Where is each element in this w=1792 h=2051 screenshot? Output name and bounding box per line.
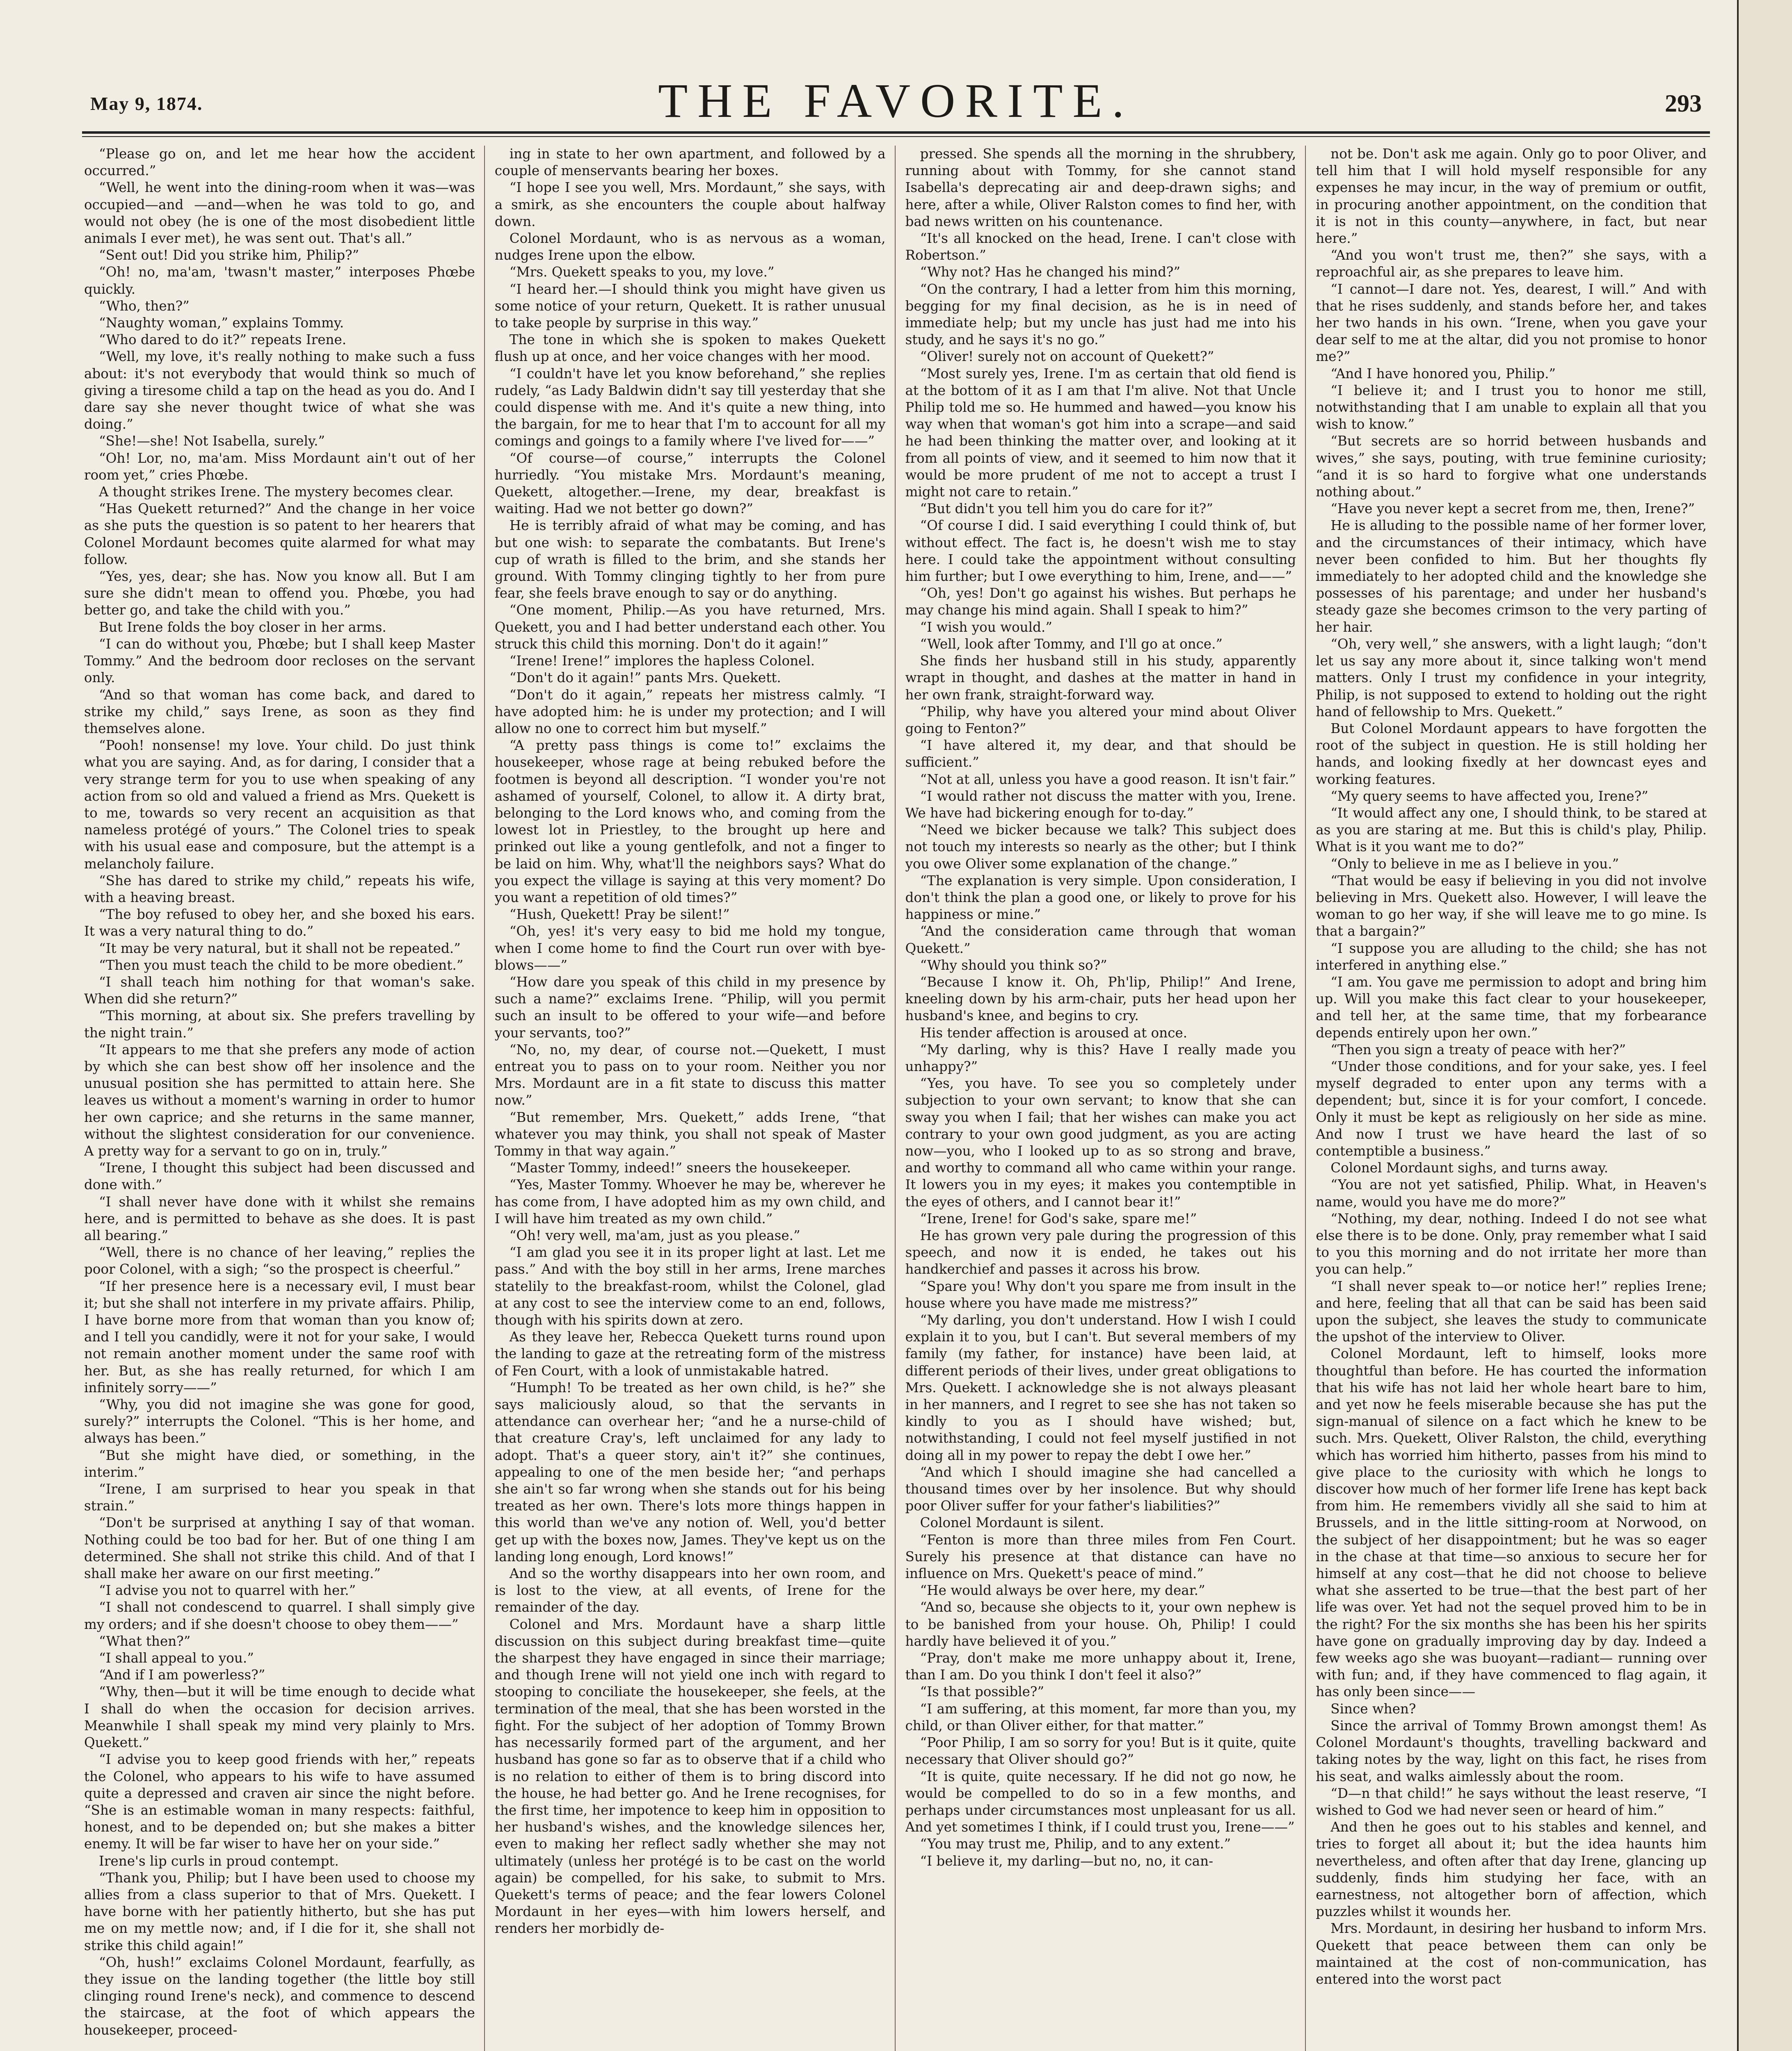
paragraph: “He would always be over here, my dear.” (920, 1583, 1205, 1599)
paragraph: But Colonel Mordaunt appears to have forgotten the root of the subject in question. He is still holding her hands, and looking fixedly at her downcast eyes and working features. (1316, 720, 1707, 787)
paragraph: “And so that woman has come back, and dared to strike my child,” says Irene, as soon as they find themselves alone. (84, 687, 475, 736)
paragraph: “Mrs. Quekett speaks to you, my love.” (509, 264, 775, 280)
paragraph: As they leave her, Rebecca Quekett turns round upon the landing to gaze at the retreating form of the mistress of Fen Court, with a look of unmistakable hatred. (494, 1329, 886, 1379)
paragraph: “Don't do it again!” pants Mrs. Quekett. (509, 670, 781, 686)
paragraph: “Why should you think so?” (920, 957, 1107, 973)
paragraph: “Pray, don't make me more unhappy about it, Irene, than I am. Do you think I don't feel it also?” (905, 1650, 1296, 1683)
paragraph: “Has Quekett returned?” And the change in her voice as she puts the question is so patent to her hearers that Colonel Mordaunt becomes quite alarmed for what may follow. (84, 501, 475, 567)
paragraph: “Oh! Lor, no, ma'am. Miss Mordaunt ain't out of her room yet,” cries Phœbe. (84, 450, 475, 483)
paragraph: “This morning, at about six. She prefers travelling by the night train.” (84, 1008, 475, 1041)
paragraph: “Irene, I thought this subject had been discussed and done with.” (84, 1160, 475, 1193)
paragraph: “I shall teach him nothing for that woman's sake. When did she return?” (84, 974, 475, 1007)
paragraph: “The boy refused to obey her, and she boxed his ears. It was a very natural thing to do.” (84, 907, 475, 939)
paragraph: “I hope I see you well, Mrs. Mordaunt,” she says, with a smirk, as she encounters the couple about halfway down. (494, 180, 886, 229)
paragraph: “Because I know it. Oh, Ph'lip, Philip!” And Irene, kneeling down by his arm-chair, puts her head upon her husband's knee, and begins to cry. (905, 974, 1296, 1024)
paragraph: “She has dared to strike my child,” repeats his wife, with a heaving breast. (84, 872, 475, 905)
paragraph: “Who, then?” (99, 298, 190, 314)
paragraph: And so the worthy disappears into her own room, and is lost to the view, at all events, of Irene for the remainder of the day. (494, 1566, 886, 1615)
paragraph: “How dare you speak of this child in my presence by such a name?” exclaims Irene. “Philip, will you permit such an insult to be offered to your wife—and before your servants, too?” (494, 974, 886, 1041)
column-4 (1316, 146, 1707, 2051)
paragraph: “Irene! Irene!” implores the hapless Colonel. (509, 653, 815, 669)
paragraph: “It may be very natural, but it shall not be repeated.” (99, 940, 461, 956)
paragraph: “Spare you! Why don't you spare me from insult in the house where you have made me mistress?” (905, 1278, 1296, 1311)
paragraph: not be. Don't ask me again. Only go to poor Oliver, and tell him that I will hold myself responsible for any expenses he may incur, in the way of premium or outfit, in procuring another appointment, on the condition that it is not in this county—anywhere, in fact, but near here.” (1316, 146, 1707, 247)
paragraph: “Humph! To be treated as her own child, is he?” she says maliciously aloud, so that the servants in attendance can overhear her; “and he a nurse-child of that creature Cray's, left unclaimed for any lady to adopt. That's a queer story, ain't it?” she continues, appealing to one of the men beside her; “and perhaps she ain't so far wrong when she stands out for his being treated as her own. There's lots more things happen in this world than we've any notion of. Well, you'd better get up with the boxes now, James. They've kept us on the landing long enough, Lord knows!” (494, 1380, 886, 1565)
paragraph: “Why not? Has he changed his mind?” (920, 264, 1181, 280)
paragraph: “Oh, yes! Don't go against his wishes. But perhaps he may change his mind again. Shall I speak to him?” (905, 585, 1296, 618)
paragraph: Colonel Mordaunt, who is as nervous as a woman, nudges Irene upon the elbow. (494, 231, 886, 263)
paragraph: ing in state to her own apartment, and followed by a couple of menservants bearing her boxes. (494, 146, 886, 179)
paragraph: “But didn't you tell him you do care for it?” (920, 501, 1213, 517)
paragraph: “But remember, Mrs. Quekett,” adds Irene, “that whatever you may think, you shall not speak of Master Tommy in that way again.” (494, 1109, 886, 1159)
paragraph: “Thank you, Philip; but I have been used to choose my allies from a class superior to that of Mrs. Quekett. I have borne with her patiently hitherto, but she has put me on my mettle now; and, if I die for it, she shall not strike this child again!” (84, 1870, 475, 1953)
paragraph: “Don't do it again,” repeats her mistress calmly. “I have adopted him: he is under my protection; and I will allow no one to correct him but myself.” (494, 687, 886, 736)
paragraph: Since when? (1330, 1701, 1416, 1717)
paragraph: “The explanation is very simple. Upon consideration, I don't think the plan a good one, or likely to prove for his happiness or mine.” (905, 872, 1296, 923)
paragraph: “You are not yet satisfied, Philip. What, in Heaven's name, would you have me do more?” (1316, 1177, 1707, 1210)
column-2 (495, 146, 896, 2051)
paragraph: “What then?” (99, 1633, 191, 1649)
paragraph: “I shall never have done with it whilst she remains here, and is permitted to behave as she does. It is past all bearing.” (84, 1194, 475, 1243)
paragraph: “And you won't trust me, then?” she says, with a reproachful air, as she prepares to leave him. (1316, 247, 1707, 280)
paragraph: “A pretty pass things is come to!” exclaims the housekeeper, whose rage at being rebuked before the footmen is beyond all description. “I wonder you're not ashamed of yourself, Colonel, to allow it. A dirty brat, belonging to the Lord knows who, and coming from the lowest lot in Priestley, to the brought up here and prinked out like a young gentlefolk, and not a finger to be laid on him. Why, what'll the neighbors says? What do you expect the village is saying at this very moment? Do you want a repetition of old times?” (494, 738, 886, 905)
paragraph: The tone in which she is spoken to makes Quekett flush up at once, and her voice changes with her mood. (494, 332, 886, 365)
paragraph: “I believe it, my darling—but no, no, it can- (920, 1853, 1214, 1869)
paragraph: “Irene, I am surprised to hear you speak in that strain.” (84, 1481, 475, 1514)
paragraph: Mrs. Mordaunt, in desiring her husband to inform Mrs. Quekett that peace between them can only be maintained at the cost of non-communication, has entered into the worst pact (1316, 1921, 1707, 1987)
paragraph: “Master Tommy, indeed!” sneers the housekeeper. (509, 1160, 851, 1176)
paragraph: “I have altered it, my dear, and that should be sufficient.” (905, 738, 1296, 770)
paragraph: Irene's lip curls in proud contempt. (99, 1853, 339, 1869)
paragraph: “Naughty woman,” explains Tommy. (99, 315, 344, 331)
paragraph: “I cannot—I dare not. Yes, dearest, I will.” And with that he rises suddenly, and stands before her, and takes her two hands in his own. “Irene, when you gave your dear self to me at the altar, did you not promise to honor me?” (1316, 281, 1707, 365)
page-number: 293 (1665, 90, 1702, 117)
article-columns (84, 146, 1707, 2051)
paragraph: “I couldn't have let you know beforehand,” she replies rudely, “as Lady Baldwin didn't say till yesterday that she could dispense with me. And it's quite a new thing, into the bargain, for me to hear that I'm to account for all my comings and goings to a family where I've lived for——” (494, 365, 886, 449)
paragraph: “Then you must teach the child to be more obedient.” (99, 957, 464, 973)
paragraph: “I am suffering, at this moment, far more than you, my child, or than Oliver either, for that matter.” (905, 1701, 1296, 1734)
paragraph: “I shall appeal to you.” (99, 1650, 254, 1666)
paragraph: He is terribly afraid of what may be coming, and has but one wish: to separate the combatants. But Irene's cup of wrath is filled to the brim, and she stands her ground. With Tommy clinging tightly to her from pure fear, she feels brave enough to say or do anything. (494, 518, 886, 601)
paragraph: Since the arrival of Tommy Brown amongst them! As Colonel Mordaunt's thoughts, travelling backward and taking notes by the way, light on this fact, he rises from his seat, and walks aimlessly about the room. (1316, 1718, 1707, 1784)
paragraph: “Nothing, my dear, nothing. Indeed I do not see what else there is to be done. Only, pray remember what I said to you this morning and do not irritate her more than you can help.” (1316, 1211, 1707, 1277)
paragraph: “Don't be surprised at anything I say of that woman. Nothing could be too bad for her. But of one thing I am determined. She shall not strike this child. And of that I shall make her aware on our first meeting.” (84, 1515, 475, 1582)
masthead (0, 0, 1792, 131)
binding-edge (1737, 0, 1792, 2051)
paragraph: “It is quite, quite necessary. If he did not go now, he would be compelled to do so in a few months, and perhaps under circumstances most unpleasant for us all. And yet sometimes I think, if I could trust you, Irene——” (905, 1768, 1296, 1835)
paragraph: “Oh! very well, ma'am, just as you please.” (509, 1228, 800, 1243)
paragraph: “Well, he went into the dining-room when it was—was occupied—and —and—when he was told to go, and would not obey (he is one of the most disobedient little animals I ever met), he was sent out. That's all.” (84, 180, 475, 247)
paragraph: “D—n that child!” he says without the least reserve, “I wished to God we had never seen or heard of him.” (1316, 1785, 1707, 1818)
column-1 (84, 146, 485, 2051)
paragraph: “Only to believe in me as I believe in you.” (1330, 856, 1619, 872)
paragraph: “One moment, Philip.—As you have returned, Mrs. Quekett, you and I had better understand each other. You struck this child this morning. Don't do it again!” (494, 602, 886, 652)
paragraph: “It appears to me that she prefers any mode of action by which she can best show off her insolence and the unusual position she has permitted to attain here. She leaves us without a moment's warning in order to humor her own caprice; and she returns in the same manner, without the slightest consideration for our convenience. A pretty way for a servant to go on in, truly.” (84, 1041, 475, 1159)
paragraph: “If her presence here is a necessary evil, I must bear it; but she shall not interfere in my private affairs. Philip, I have borne more from that woman than you know of; and I tell you candidly, were it not for your sake, I would not remain another moment under the same roof with her. But, as she has really returned, for which I am infinitely sorry——” (84, 1278, 475, 1396)
paragraph: “Not at all, unless you have a good reason. It isn't fair.” (920, 771, 1296, 787)
paragraph: “Poor Philip, I am so sorry for you! But is it quite, quite necessary that Oliver should go?” (905, 1735, 1296, 1768)
publication-title: THE FAVORITE. (658, 74, 1134, 128)
paragraph: “I would rather not discuss the matter with you, Irene. We have had bickering enough for to-day.” (905, 788, 1296, 821)
paragraph: “And the consideration came through that woman Quekett.” (905, 923, 1296, 956)
paragraph: A thought strikes Irene. The mystery becomes clear. (99, 484, 454, 500)
paragraph: “I shall not condescend to quarrel. I shall simply give my orders; and if she doesn't choose to obey them——” (84, 1599, 475, 1632)
paragraph: Colonel Mordaunt sighs, and turns away. (1330, 1160, 1608, 1176)
paragraph: “Sent out! Did you strike him, Philip?” (99, 247, 359, 263)
paragraph: “It's all knocked on the head, Irene. I can't close with Robertson.” (905, 231, 1296, 263)
paragraph: “Irene, Irene! for God's sake, spare me!” (920, 1211, 1197, 1226)
paragraph: “No, no, my dear, of course not.—Quekett, I must entreat you to pass on to your room. Neither you nor Mrs. Mordaunt are in a fit state to discuss this matter now.” (494, 1041, 886, 1108)
paragraph: Colonel Mordaunt, left to himself, looks more thoughtful than before. He has courted the information that his wife has not laid her whole heart bare to him, and yet now he feels miserable because she has put the sign-manual of silence on a fact which he knew to be such. Mrs. Quekett, Oliver Ralston, the child, everything which has worried him hitherto, passes from his mind to give place to the curiosity with which he longs to discover how much of her former life Irene has kept back from him. He remembers vividly all she said to him at Brussels, and in the little sitting-room at Norwood, on the subject of her disappointment; but he was so eager in the chase at that time—so anxious to secure her for himself at any cost—that he did not choose to believe what she asserted to be true—that the best part of her life was over. Yet had not the sequel proved him to be in the right? For the six months she has been his her spirits have gone on gradually improving day by day. Indeed a few weeks ago she was buoyant—radiant— running over with fun; and, if they have commenced to flag again, it has only been since—— (1316, 1346, 1707, 1700)
paragraph: He has grown very pale during the progression of this speech, and now it is ended, he takes out his handkerchief and passes it across his brow. (905, 1228, 1296, 1277)
column-3 (905, 146, 1306, 2051)
paragraph: “And so, because she objects to it, your own nephew is to be banished from your house. Oh, Philip! I could hardly have believed it of you.” (905, 1599, 1296, 1649)
paragraph: “It would affect any one, I should think, to be stared at as you are staring at me. But this is child's play, Philip. What is it you want me to do?” (1316, 805, 1707, 855)
paragraph: “Well, my love, it's really nothing to make such a fuss about: it's not everybody that would think so much of giving a tiresome child a tap on the head as you do. And I dare say she never thought twice of what she was doing.” (84, 349, 475, 432)
masthead-rule-thin (82, 136, 1710, 137)
paragraph: “Oh, hush!” exclaims Colonel Mordaunt, fearfully, as they issue on the landing together (the little boy still clinging round Irene's neck), and commence to descend the staircase, at the foot of which appears the housekeeper, proceed- (84, 1954, 475, 2038)
paragraph: “My darling, why is this? Have I really made you unhappy?” (905, 1041, 1296, 1074)
paragraph: “I believe it; and I trust you to honor me still, notwithstanding that I am unable to explain all that you wish to know.” (1316, 382, 1707, 432)
paragraph: “On the contrary, I had a letter from him this morning, begging for my final decision, as he is in need of immediate help; but my uncle has just had me into his study, and he says it's no go.” (905, 281, 1296, 348)
paragraph: “You may trust me, Philip, and to any extent.” (920, 1836, 1231, 1852)
masthead-rule (82, 131, 1710, 134)
paragraph: But Irene folds the boy closer in her arms. (99, 619, 386, 635)
paragraph: “Hush, Quekett! Pray be silent!” (509, 907, 730, 923)
paragraph: “I advise you to keep good friends with her,” repeats the Colonel, who appears to his wife to have assumed quite a depressed and craven air since the night before. “She is an estimable woman in many respects: faithful, honest, and to be depended on; but she makes a bitter enemy. It will be far wiser to have her on your side.” (84, 1752, 475, 1852)
paragraph: His tender affection is aroused at once. (920, 1025, 1188, 1041)
paragraph: “Have you never kept a secret from me, then, Irene?” (1330, 501, 1695, 517)
paragraph: “I wish you would.” (920, 619, 1052, 635)
paragraph: “Why, you did not imagine she was gone for good, surely?” interrupts the Colonel. “This is her home, and always has been.” (84, 1397, 475, 1446)
paragraph: “I can do without you, Phœbe; but I shall keep Master Tommy.” And the bedroom door recloses on the servant only. (84, 636, 475, 686)
paragraph: “Oh! no, ma'am, 'twasn't master,” interposes Phœbe quickly. (84, 264, 475, 297)
paragraph: “Is that possible?” (920, 1684, 1045, 1700)
paragraph: “Oliver! surely not on account of Quekett?” (920, 349, 1214, 365)
paragraph: “She!—she! Not Isabella, surely.” (99, 433, 325, 449)
paragraph: “I advise you not to quarrel with her.” (99, 1583, 356, 1599)
paragraph: “Yes, you have. To see you so completely under subjection to your own servant; to know that she can sway you when I fail; that her wishes can make you act contrary to your own good judgment, as you are acting now—you, who I looked up to as so strong and brave, and worthy to command all who came within your range. It lowers you in my eyes; it makes you contemptible in the eyes of others, and I cannot bear it!” (905, 1076, 1296, 1210)
paragraph: “I heard her.—I should think you might have given us some notice of your return, Quekett. It is rather unusual to take people by surprise in this way.” (494, 281, 886, 331)
paragraph: “Well, there is no chance of her leaving,” replies the poor Colonel, with a sigh; “so the prospect is cheerful.” (84, 1245, 475, 1277)
paragraph: “Fenton is more than three miles from Fen Court. Surely his presence at that distance can have no influence on Mrs. Quekett's peace of mind.” (905, 1532, 1296, 1582)
paragraph: “I suppose you are alluding to the child; she has not interfered in anything else.” (1316, 940, 1707, 973)
paragraph: “Philip, why have you altered your mind about Oliver going to Fenton?” (905, 703, 1296, 736)
paragraph: “I am glad you see it in its proper light at last. Let me pass.” And with the boy still in her arms, Irene marches statelily to the breakfast-room, whilst the Colonel, glad at any cost to see the interview come to an end, follows, though with his spirits down at zero. (494, 1245, 886, 1328)
paragraph: “And which I should imagine she had cancelled a thousand times over by her insolence. But why should poor Oliver suffer for your father's liabilities?” (905, 1464, 1296, 1514)
paragraph: “Then you sign a treaty of peace with her?” (1330, 1041, 1626, 1057)
paragraph: “My darling, you don't understand. How I wish I could explain it to you, but I can't. But several members of my family (my father, for instance) have been laid, at different periods of their lives, under great obligations to Mrs. Quekett. I acknowledge she is not always pleasant in her manners, and I regret to see she has not taken so kindly to you as I should have wished; but, notwithstanding, I could not feel myself justified in not doing all in my power to repay the debt I owe her.” (905, 1312, 1296, 1463)
paragraph: “Of course—of course,” interrupts the Colonel hurriedly. “You mistake Mrs. Mordaunt's meaning, Quekett, altogether.—Irene, my dear, breakfast is waiting. Had we not better go down?” (494, 450, 886, 517)
paragraph: And then he goes out to his stables and kennel, and tries to forget all about it; but the idea haunts him nevertheless, and often after that day Irene, glancing up suddenly, finds him studying her face, with an earnestness, not altogether born of affection, which puzzles whilst it wounds her. (1316, 1819, 1707, 1920)
paragraph: Colonel and Mrs. Mordaunt have a sharp little discussion on this subject during breakfast time—quite the sharpest they have engaged in since their marriage; and though Irene will not yield one inch with regard to stooping to conciliate the housekeeper, she feels, at the termination of the meal, that she has been worsted in the fight. For the subject of her adoption of Tommy Brown has necessarily formed part of the argument, and her husband has gone so far as to observe that if a child who is no relation to either of them is to bring discord into the house, he had better go. And he Irene recognises, for the first time, her impotence to keep him in opposition to her husband's wishes, and the knowledge silences her, even to making her reflect sadly whether she may not ultimately (unless her protégé is to be cast on the world again) be compelled, for his sake, to submit to Mrs. Quekett's terms of peace; and the fear lowers Colonel Mordaunt in her eyes—with him lowers herself, and renders her morbidly de- (494, 1616, 886, 1937)
paragraph: “Oh, very well,” she answers, with a light laugh; “don't let us say any more about it, since talking won't mend matters. Only I trust my confidence in your integrity, Philip, is not supposed to extend to holding out the right hand of fellowship to Mrs. Quekett.” (1316, 636, 1707, 719)
paragraph: “Why, then—but it will be time enough to decide what I shall do when the occasion for decision arrives. Meanwhile I shall speak my mind very plainly to Mrs. Quekett.” (84, 1684, 475, 1751)
paragraph: “Under those conditions, and for your sake, yes. I feel myself degraded to enter upon any terms with a dependent; but, since it is for your comfort, I concede. Only it must be kept as religiously on her side as mine. And now I trust we have heard the last of so contemptible a business.” (1316, 1058, 1707, 1159)
paragraph: “Most surely yes, Irene. I'm as certain that old fiend is at the bottom of it as I am that I'm alive. Not that Uncle Philip told me so. He hummed and hawed—you know his way when that woman's got him into a scrape—and said he had been thinking the matter over, and looking at it from all points of view, and it seemed to him now that it would be more prudent of me not to accept a trust I might not care to retain.” (905, 365, 1296, 500)
paragraph: “Please go on, and let me hear how the accident occurred.” (84, 146, 475, 179)
paragraph: “I am. You gave me permission to adopt and bring him up. Will you make this fact clear to your housekeeper, and tell her, at the same time, that my forbearance depends entirely upon her own.” (1316, 974, 1707, 1041)
paragraph: “That would be easy if believing in you did not involve believing in Mrs. Quekett also. However, I will leave the woman to go her way, if she will leave me to go mine. Is that a bargain?” (1316, 872, 1707, 939)
paragraph: “Well, look after Tommy, and I'll go at once.” (920, 636, 1223, 652)
paragraph: “Yes, Master Tommy. Whoever he may be, wherever he has come from, I have adopted him as my own child, and I will have him treated as my own child.” (494, 1177, 886, 1226)
paragraph: “My query seems to have affected you, Irene?” (1330, 788, 1648, 804)
paragraph: “Need we bicker because we talk? This subject does not touch my interests so nearly as the other; but I think you owe Oliver some explanation of the change.” (905, 822, 1296, 872)
paragraph: Colonel Mordaunt is silent. (920, 1515, 1104, 1531)
paragraph: “Who dared to do it?” repeats Irene. (99, 332, 347, 348)
paragraph: pressed. She spends all the morning in the shrubbery, running about with Tommy, for she cannot stand Isabella's deprecating air and deep-drawn sighs; and here, after a while, Oliver Ralston comes to find her, with bad news written on his countenance. (905, 146, 1296, 229)
paragraph: “Of course I did. I said everything I could think of, but without effect. The fact is, he doesn't wish me to stay here. I could take the appointment without consulting him further; but I owe everything to him, Irene, and——” (905, 518, 1296, 585)
paragraph: “Yes, yes, dear; she has. Now you know all. But I am sure she didn't mean to offend you. Phœbe, you had better go, and take the child with you.” (84, 569, 475, 618)
paragraph: He is alluding to the possible name of her former lover, and the circumstances of their intimacy, which have never been confided to him. But her thoughts fly immediately to her adopted child and the knowledge she possesses of his parentage; and under her husband's steady gaze she becomes crimson to the very parting of her hair. (1316, 518, 1707, 635)
paragraph: “But she might have died, or something, in the interim.” (84, 1447, 475, 1480)
paragraph: She finds her husband still in his study, apparently wrapt in thought, and dashes at the matter in hand in her own frank, straight-forward way. (905, 653, 1296, 703)
paragraph: “Oh, yes! it's very easy to bid me hold my tongue, when I come home to find the Court run over with bye-blows——” (494, 923, 886, 973)
paragraph: “But secrets are so horrid between husbands and wives,” she says, pouting, with true feminine curiosity; “and it is so hard to forgive what one understands nothing about.” (1316, 433, 1707, 500)
paragraph: “I shall never speak to—or notice her!” replies Irene; and here, feeling that all that can be said has been said upon the subject, she leaves the study to communicate the upshot of the interview to Oliver. (1316, 1278, 1707, 1345)
paragraph: “Pooh! nonsense! my love. Your child. Do just think what you are saying. And, as for daring, I consider that a very strange term for you to use when speaking of any action from so old and valued a friend as Mrs. Quekett is to me, towards so very recent an acquisition as that nameless protégé of yours.” The Colonel tries to speak with his usual ease and composure, but the attempt is a melancholy failure. (84, 738, 475, 872)
paragraph: “And if I am powerless?” (99, 1667, 265, 1683)
issue-date: May 9, 1874. (90, 93, 203, 114)
paragraph: “And I have honored you, Philip.” (1330, 365, 1556, 381)
